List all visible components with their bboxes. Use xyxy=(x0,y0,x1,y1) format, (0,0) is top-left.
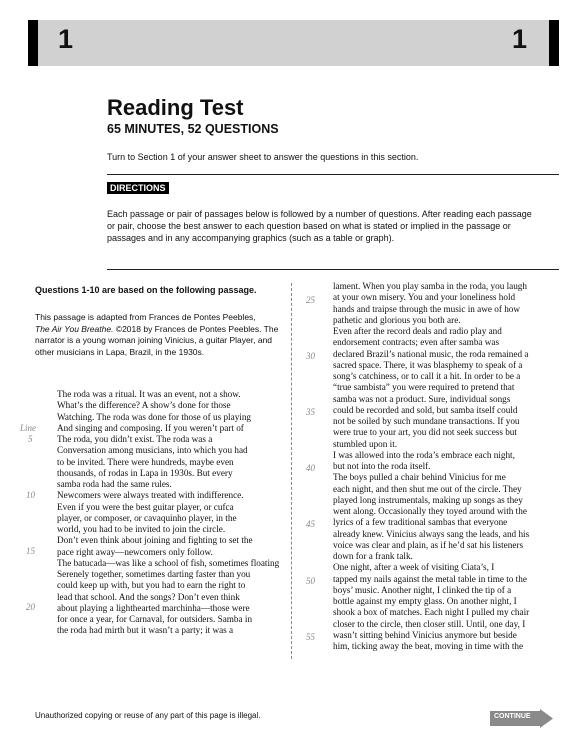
passage-left-line: And singing and composing. If you weren’t part of xyxy=(57,422,244,433)
section-instruction: Turn to Section 1 of your answer sheet to answer the questions in this section. xyxy=(107,152,419,162)
passage-right-line: but not into the roda itself. xyxy=(333,461,431,471)
passage-right-line: each night, and then shut me out of the circle. They xyxy=(333,483,522,494)
source-note-pre: This passage is adapted from Frances de Pontes Peebles, xyxy=(35,312,256,322)
passage-right-line: not be soiled by such mundane transactions. If you xyxy=(333,416,520,426)
line-label: Line xyxy=(20,423,37,433)
line-number-30: 30 xyxy=(306,351,315,361)
top-divider xyxy=(107,174,559,175)
passage-right-line: down for a frank talk. xyxy=(333,551,413,561)
line-number-20: 20 xyxy=(26,602,35,612)
passage-left-line: Conversation among musicians, into which you had xyxy=(57,445,248,456)
passage-left-line: pace right away—newcomers only follow. xyxy=(57,546,213,557)
passage-right-line: endorsement contracts; even after samba was xyxy=(333,337,500,348)
passage-left-line: to be invited. There were hundreds, maybe even xyxy=(57,456,234,467)
passage-right-line: lament. When you play samba in the roda, you laugh xyxy=(333,281,527,291)
passage-right-line: at your own misery. You and your loneliness hold xyxy=(333,292,516,303)
line-number-50: 50 xyxy=(306,576,315,586)
line-number-5: 5 xyxy=(28,434,33,444)
passage-right-line: I was allowed into the roda’s embrace each night, xyxy=(333,449,515,460)
line-number-25: 25 xyxy=(306,295,315,305)
passage-right-line: wasn’t sitting behind Vinicius anymore but beside xyxy=(333,629,517,640)
passage-right-line: shook a box of matches. Each night I pulled my chair xyxy=(333,607,530,618)
passage-right-line: “true sambista” you were required to pretend that xyxy=(333,382,515,393)
passage-right-line: tapped my nails against the metal table in time to the xyxy=(333,573,527,584)
line-number-35: 35 xyxy=(306,407,315,417)
passage-right-line: went along. Occasionally they toyed around with the xyxy=(333,506,527,516)
passage-right-line: declared Brazil’s national music, the roda remained a xyxy=(333,348,529,359)
line-number-40: 40 xyxy=(306,463,315,473)
line-number-45: 45 xyxy=(306,519,315,529)
passage-right-line: voice was clear and plain, as if he’d sat his listeners xyxy=(333,539,524,550)
source-title: The Air You Breathe. xyxy=(35,323,114,334)
passage-left-line: the roda had mirth but it wasn’t a party; it was a xyxy=(57,625,234,636)
passage-right-line: lyrics of a few traditional sambas that everyone xyxy=(333,517,508,528)
passage-left-line: lead that school. And the songs? Don’t even think xyxy=(57,591,240,602)
line-number-10: 10 xyxy=(26,490,35,500)
section-number-left: 1 xyxy=(58,24,74,54)
passage-left-line: Watching. The roda was done for those of us playing xyxy=(57,411,252,422)
passage-left-line: The roda, you didn’t exist. The roda was a xyxy=(57,434,213,444)
passage-left-line: Even if you were the best guitar player, or cufca xyxy=(57,501,234,512)
passage-left-line: about playing a lighthearted marchinha—those were xyxy=(57,602,250,613)
column-divider xyxy=(291,283,292,659)
passage-right-line: played long instrumentals, making up songs as they xyxy=(333,494,523,505)
header-left-edge xyxy=(28,20,38,66)
passage-right-line: could be recorded and sold, but samba itself could xyxy=(333,404,518,415)
passage-left-line: Don’t even think about joining and fighting to set the xyxy=(57,535,253,546)
passage-right-line: sacred space. There, it was blasphemy to speak of a xyxy=(333,359,523,370)
passage-left-line: What’s the difference? A show’s done for those xyxy=(57,400,231,411)
source-note-post: ©2018 by Frances de Pontes Peebles. The narrator is a young woman joining Vinicius, a guitar Player, and other musicians in Lapa, Brazil, in the 1930s. xyxy=(35,323,279,357)
passage-right-line: were true to your art, you did not seek success but xyxy=(333,427,517,438)
page-subtitle: 65 MINUTES, 52 QUESTIONS xyxy=(107,122,279,136)
source-note xyxy=(35,312,285,358)
passage-left-line: Serenely together, sometimes darting faster than you xyxy=(57,569,251,579)
directions-label: DIRECTIONS xyxy=(107,182,169,194)
passage-left-line: player, or composer, or cavaquinho player, in the xyxy=(57,512,237,523)
header-right-edge xyxy=(549,20,559,66)
passage-right-line: boys’ music. Another night, I clinked the tip of a xyxy=(333,584,512,595)
passage-left-line: world, you had to be invited to join the circle. xyxy=(57,524,226,534)
passage-right-line: Even after the record deals and radio play and xyxy=(333,326,502,336)
passage-right-line: stumbled upon it. xyxy=(333,438,398,449)
copyright-notice: Unauthorized copying or reuse of any part of this page is illegal. xyxy=(35,711,261,720)
passage-right-line: The boys pulled a chair behind Vinicius for me xyxy=(333,472,506,483)
passage-right-line: closer to the circle, then closer still. Until, one day, I xyxy=(333,618,526,629)
continue-label: CONTINUE xyxy=(494,713,531,720)
passage-left-line: for once a year, for Carnaval, for outsiders. Samba in xyxy=(57,614,253,624)
line-number-55: 55 xyxy=(306,632,315,642)
passage-left-line: samba roda had the same rules. xyxy=(57,479,172,489)
line-number-15: 15 xyxy=(26,546,35,556)
passage-left-line: The roda was a ritual. It was an event, not a show. xyxy=(57,389,241,399)
passage-right-column xyxy=(333,281,561,652)
passage-right-line: One night, after a week of visiting Ciata’s, I xyxy=(333,562,495,573)
passage-right-line: hands and traipse through the music in awe of how xyxy=(333,303,521,314)
passage-right-line: him, ticking away the beat, moving in time with the xyxy=(333,641,524,651)
bottom-divider xyxy=(107,269,559,270)
passage-left-line: Newcomers were always treated with indifference. xyxy=(57,490,244,501)
passage-right-line: bottle against my empty glass. On another night, I xyxy=(333,596,517,606)
passage-left-line: could keep up with, but you had to earn the right to xyxy=(57,580,246,591)
questions-intro: Questions 1-10 are based on the following passage. xyxy=(35,285,257,295)
page-title: Reading Test xyxy=(107,95,244,120)
passage-right-line: samba was not a product. Sure, individual songs xyxy=(333,393,511,404)
passage-left-column xyxy=(57,389,289,637)
passage-left-line: The batucada—was like a school of fish, sometimes floating xyxy=(57,557,280,568)
passage-intro xyxy=(35,284,285,358)
directions-text: Each passage or pair of passages below is followed by a number of questions. After reading each passage or pair, choose the best answer to each question based on what is stated or implied in the passage or passages and in any accompanying graphics (such as a table or graph). xyxy=(107,209,532,243)
passage-right-line: already knew. Vinicius always sang the leads, and his xyxy=(333,528,530,539)
passage-right-line: pathetic and glorious you both are. xyxy=(333,314,461,325)
section-number-right: 1 xyxy=(511,24,527,54)
section-header-bar xyxy=(28,20,559,66)
passage-left-line: thousands, of rodas in Lapa in 1930s. But every xyxy=(57,467,233,478)
passage-right-line: song’s catchiness, or to call it a hit. In order to be a xyxy=(333,371,521,381)
